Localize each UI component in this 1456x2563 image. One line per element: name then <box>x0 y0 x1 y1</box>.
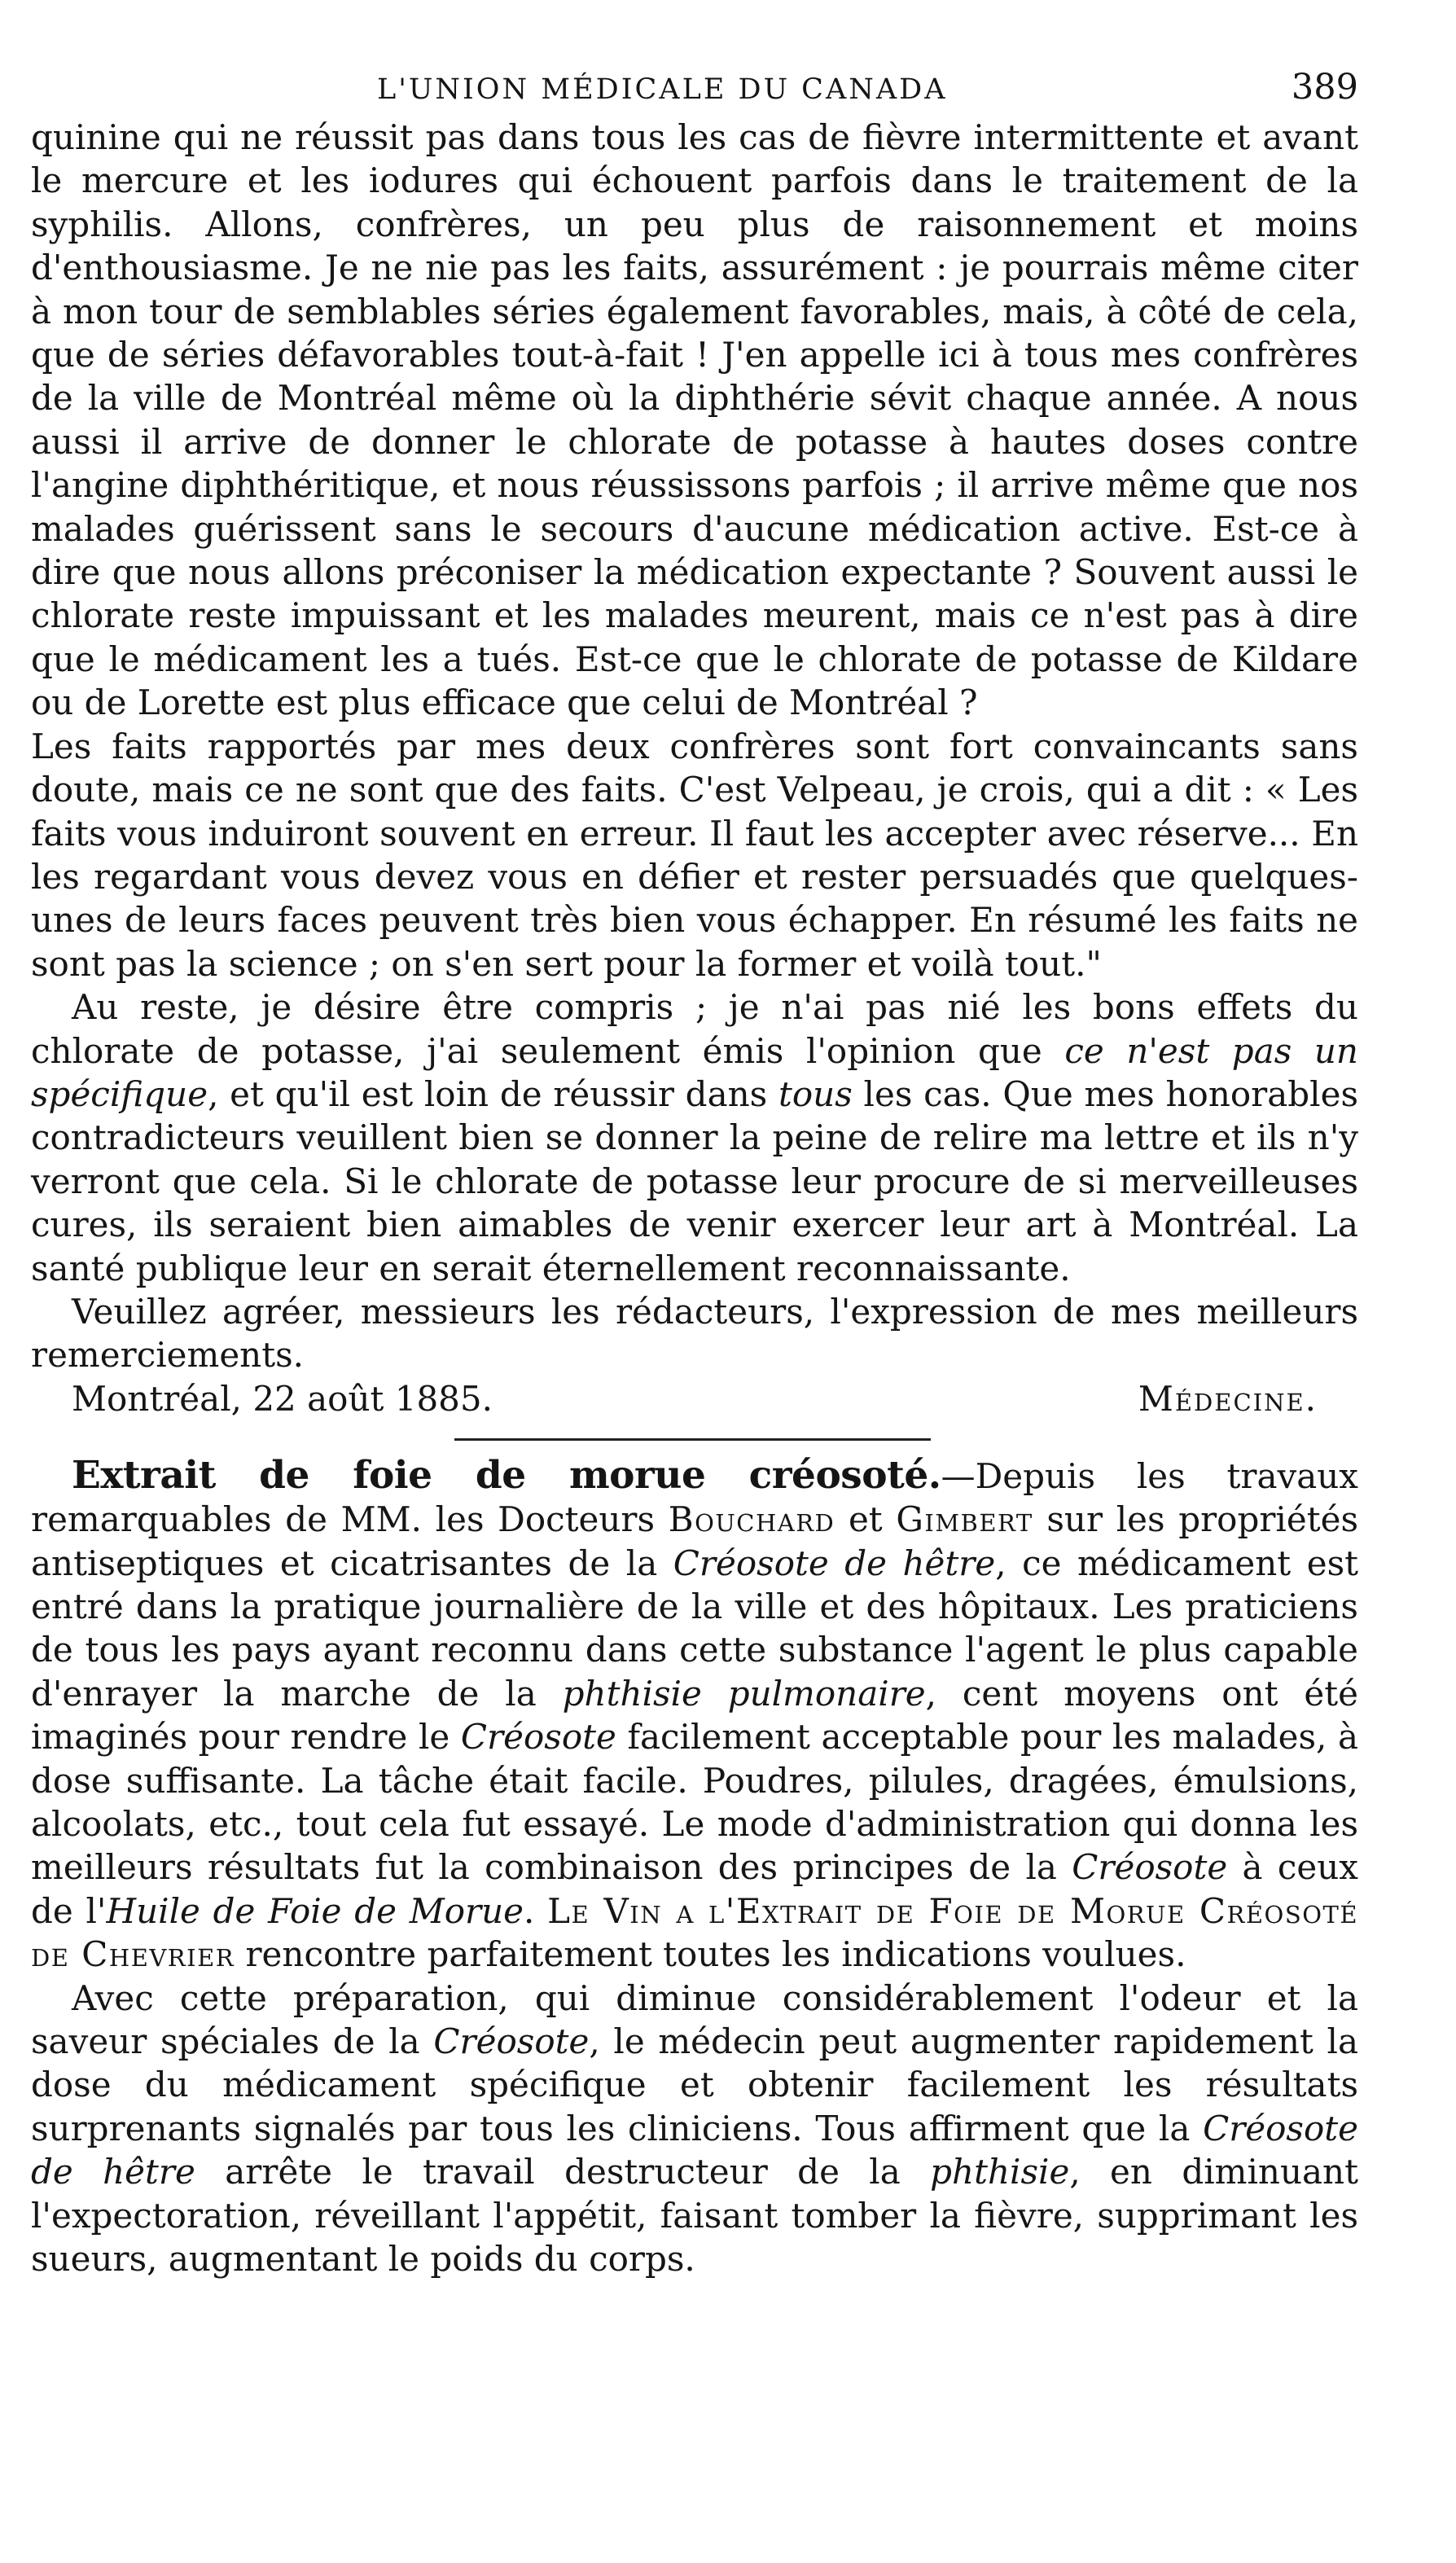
italic-word: Créosote <box>460 1717 616 1758</box>
italic-phrase: Créosote de hêtre <box>31 2108 1358 2192</box>
text-run: , en diminuant l'expectoration, réveillant l'appétit, faisant tomber la fièvre, supprimant les sueurs, augmentant le poids du corps. <box>31 2152 1358 2280</box>
text-run: rencontre parfaitement toutes les indications voulues. <box>235 1934 1186 1975</box>
italic-phrase: Créosote de hêtre <box>673 1543 996 1583</box>
letter-paragraph: quinine qui ne réussit pas dans tous les cas de fièvre intermittente et avant le mercure et les iodures qui échouent parfois dans le traitement de la syphilis. Allons, confrères, un peu plus de raisonnement et moins d'enthousiasme. Je ne nie pas les faits, assurément : je pourrais même citer à mon tour de semblables séries également favorables, mais, à côté de cela, que de séries défavorables tout-à-fait ! J'en appelle ici à tous mes confrères de la ville de Montréal même où la diphthérie sévit chaque année. A nous aussi il arrive de donner le chlorate de potasse à hautes doses contre l'angine diphthéritique, et nous réussissons parfois ; il arrive même que nos malades guérissent sans le secours d'aucune médication active. Est-ce à dire que nous allons préconiser la médication expectante ? Souvent aussi le chlorate reste impuissant et les malades meurent, mais ce n'est pas à dire que le médicament les a tués. Est-ce que le chlorate de potasse de Kildare ou de Lorette est plus efficace que celui de Montréal ? <box>31 117 1358 723</box>
italic-word: tous <box>778 1073 853 1114</box>
text-run: . <box>524 1890 548 1931</box>
text-run: , le médecin peut augmenter rapidement la dose du médicament spécifique et obtenir facilement les résultats surprenants signalés par tous les cliniciens. Tous affirment que la <box>31 2021 1358 2148</box>
text-run: Avec cette préparation, qui diminue considérablement l'odeur et la saveur spéciales de la <box>31 1977 1358 2062</box>
article-body <box>31 1454 1358 2281</box>
letter-closing <box>31 1377 1358 1422</box>
page-number: 389 <box>1291 67 1358 108</box>
running-head <box>31 49 1358 116</box>
italic-word: phthisie <box>930 2152 1070 2192</box>
letter-paragraph: Les faits rapportés par mes deux confrères sont fort convaincants sans doute, mais ce ne sont que des faits. C'est Velpeau, je crois, qui a dit : « Les faits vous induiront souvent en erreur. Il faut les accepter avec réserve... En les regardant vous devez vous en défier et rester persuadés que quelques-unes de leurs faces peuvent très bien vous échapper. En résumé les faits ne sont pas la science ; on s'en sert pour la former et voilà tout." <box>31 726 1358 984</box>
article-paragraph <box>31 1454 1358 1977</box>
article-paragraph <box>31 1977 1358 2281</box>
text-run: à ceux de l' <box>31 1847 1358 1931</box>
italic-word: Créosote <box>1072 1847 1228 1888</box>
text-run: les cas. Que mes honorables contradicteurs veuillent bien se donner la peine de relire ma lettre et ils n'y verront que cela. Si le chlorate de potasse leur procure de si merveilleuses cures, ils seraient bien aimables de venir exercer leur art à Montréal. La santé publique leur en serait éternellement reconnaissante. <box>31 1073 1358 1288</box>
text-run: , cent moyens ont été imaginés pour rendre le <box>31 1673 1358 1758</box>
place-date: Montréal, 22 août 1885. <box>72 1378 493 1419</box>
italic-phrase: Huile de Foie de Morue <box>106 1890 524 1931</box>
running-title: L'UNION MÉDICALE DU CANADA <box>377 73 948 106</box>
italic-word: Créosote <box>433 2021 590 2062</box>
text-run: arrête le travail destructeur de la <box>195 2152 931 2192</box>
product-name: Le Vin a l'Extrait de Foie de Morue Créosoté de Chevrier <box>31 1890 1358 1975</box>
text-run: —Depuis les travaux remarquables de MM. les Docteurs <box>31 1455 1358 1540</box>
text-run: et <box>835 1499 897 1540</box>
letter-body <box>31 116 1358 1377</box>
page <box>31 49 1358 2281</box>
italic-phrase: ce n'est pas un spécifique <box>31 1030 1358 1114</box>
italic-phrase: phthisie pulmonaire <box>562 1673 926 1714</box>
text-run: sur les propriétés antiseptiques et cicatrisantes de la <box>31 1499 1358 1583</box>
letter-paragraph: Veuillez agréer, messieurs les rédacteurs, l'expression de mes meilleurs remerciements. <box>31 1291 1358 1376</box>
text-run: , ce médicament est entré dans la pratique journalière de la ville et des hôpitaux. Les praticiens de tous les pays ayant reconnu dans cette substance l'agent le plus capable d'enrayer la marche de la <box>31 1543 1359 1714</box>
author-name: Gimbert <box>896 1499 1033 1540</box>
text-run: , et qu'il est loin de réussir dans <box>208 1073 778 1114</box>
separator-rule <box>454 1438 931 1441</box>
text-run: Au reste, je désire être compris ; je n'ai pas nié les bons effets du chlorate de potasse, j'ai seulement émis l'opinion que <box>31 987 1358 1071</box>
text-run: facilement acceptable pour les malades, à dose suffisante. La tâche était facile. Poudres, pilules, dragées, émulsions, alcoolats, etc., tout cela fut essayé. Le mode d'administration qui donna les meilleurs résultats fut la combinaison des principes de la <box>31 1717 1359 1888</box>
signature: Médecine. <box>1138 1378 1318 1419</box>
article-title: Extrait de foie de morue créosoté. <box>72 1452 941 1498</box>
author-name: Bouchard <box>668 1499 835 1540</box>
letter-paragraph <box>31 985 1358 1290</box>
